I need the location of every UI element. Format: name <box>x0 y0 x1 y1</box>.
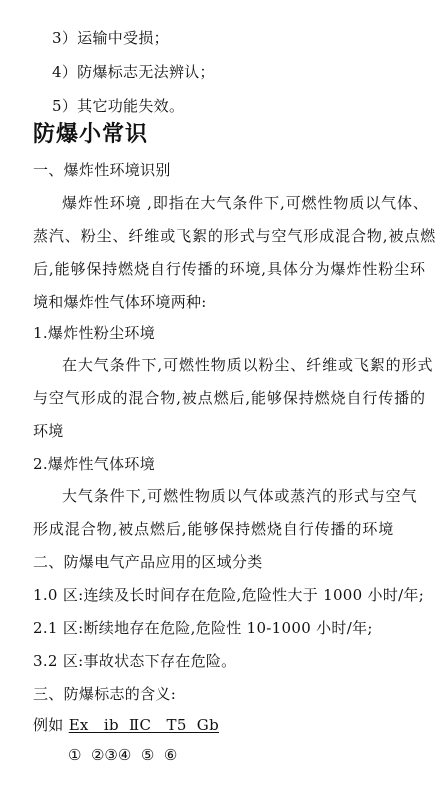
paragraph-line: 在大气条件下,可燃性物质以粉尘、纤维或飞絮的形式 <box>62 356 434 374</box>
zone-item: 1.0 区:连续及长时间存在危险,危险性大于 1000 小时/年; <box>33 586 425 604</box>
example-line <box>33 715 219 735</box>
list-item: 4）防爆标志无法辨认； <box>52 63 215 81</box>
zone-item: 2.1 区:断续地存在危险,危险性 10-1000 小时/年; <box>33 619 373 637</box>
paragraph-line: 后,能够保持燃烧自行传播的环境,具体分为爆炸性粉尘环 <box>33 260 426 278</box>
paragraph-line: 境和爆炸性气体环境两种: <box>33 293 207 311</box>
section-title: 一、爆炸性环境识别 <box>33 161 171 179</box>
example-label: 例如 <box>33 716 64 734</box>
zone-item: 3.2 区:事故状态下存在危险。 <box>33 652 237 670</box>
paragraph-line: 爆炸性环境 ,即指在大气条件下,可燃性物质以气体、 <box>62 194 429 212</box>
list-item: 5）其它功能失效。 <box>52 97 185 115</box>
section-heading: 防爆小常识 <box>33 122 149 147</box>
section-title: 三、防爆标志的含义: <box>33 685 177 703</box>
section-title: 二、防爆电气产品应用的区域分类 <box>33 553 263 571</box>
paragraph-line: 蒸汽、粉尘、纤维或飞絮的形式与空气形成混合物,被点燃 <box>33 227 437 245</box>
paragraph-line: 大气条件下,可燃性物质以气体或蒸汽的形式与空气 <box>62 487 418 505</box>
list-item: 3）运输中受损； <box>52 29 169 47</box>
marking-index-numbers: ① ②③④ ⑤ ⑥ <box>68 746 178 764</box>
subsection-title: 2.爆炸性气体环境 <box>33 455 156 473</box>
subsection-title: 1.爆炸性粉尘环境 <box>33 324 156 342</box>
paragraph-line: 与空气形成的混合物,被点燃后,能够保持燃烧自行传播的 <box>33 389 426 407</box>
paragraph-line: 形成混合物,被点燃后,能够保持燃烧自行传播的环境 <box>33 520 395 538</box>
example-marking-code: Ex ib ⅡC T5 Gb <box>68 716 219 734</box>
paragraph-line: 环境 <box>33 422 64 440</box>
